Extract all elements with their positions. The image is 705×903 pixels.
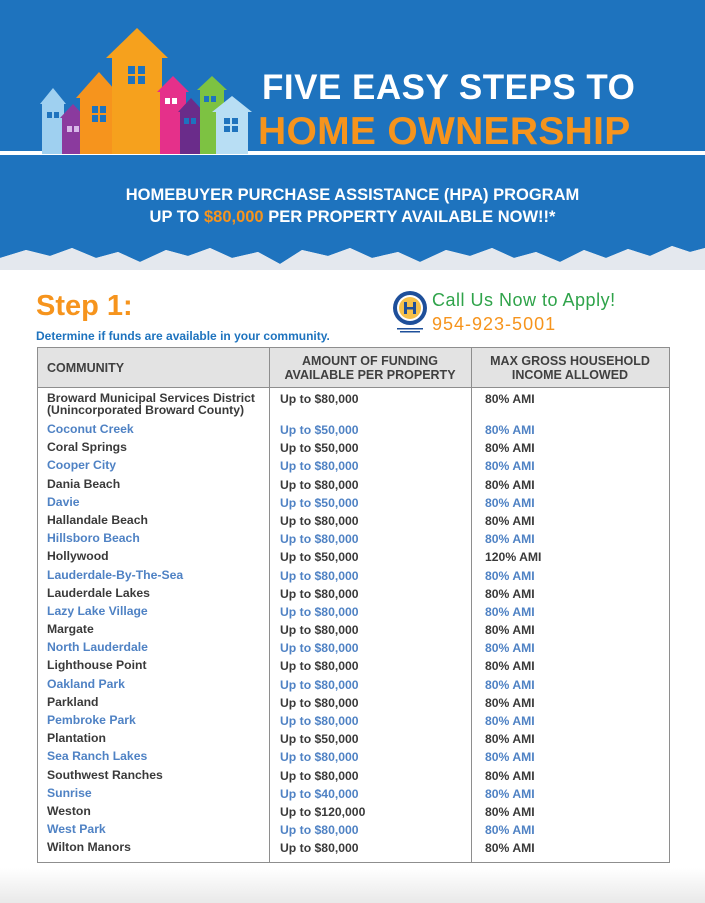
community-name: North Lauderdale xyxy=(47,640,148,655)
community-name: Sunrise xyxy=(47,785,92,800)
funding-cell: Up to $80,000 xyxy=(280,477,359,492)
funding-cell: Up to $80,000 xyxy=(280,714,359,728)
table-row xyxy=(38,496,669,514)
community-cell xyxy=(47,659,269,671)
funding-cell: Up to $50,000 xyxy=(280,495,359,510)
income-cell: 80% AMI xyxy=(485,495,535,510)
header-funding-line1: AMOUNT OF FUNDING xyxy=(301,354,439,368)
title-line-1: FIVE EASY STEPS TO xyxy=(262,68,636,107)
funding-cell: Up to $80,000 xyxy=(280,659,359,674)
income-cell: 80% AMI xyxy=(485,786,535,801)
table-row xyxy=(38,514,669,532)
step-description: Determine if funds are available in your community. xyxy=(36,329,330,343)
income-cell: 120% AMI xyxy=(485,550,542,565)
table-row xyxy=(38,478,669,496)
income-cell: 80% AMI xyxy=(485,568,535,583)
funding-cell: Up to $80,000 xyxy=(280,623,359,638)
community-name: Hallandale Beach xyxy=(47,512,148,527)
income-cell: 80% AMI xyxy=(485,677,535,692)
subtitle-amount: $80,000 xyxy=(203,208,264,226)
table-row xyxy=(38,787,669,805)
table-row xyxy=(38,459,669,477)
community-name: Wilton Manors xyxy=(47,840,131,855)
bottom-shadow xyxy=(0,868,705,903)
subtitle-line-2 xyxy=(0,208,705,227)
income-cell: 80% AMI xyxy=(485,659,535,674)
community-cell xyxy=(47,769,269,781)
funding-cell: Up to $80,000 xyxy=(280,392,359,406)
community-name: Hillsboro Beach xyxy=(47,531,140,546)
community-cell xyxy=(47,641,269,653)
header-funding-line2: AVAILABLE PER PROPERTY xyxy=(284,368,456,382)
community-name: Weston xyxy=(47,803,91,818)
table-row xyxy=(38,732,669,750)
table-row xyxy=(38,696,669,714)
community-cell xyxy=(47,714,269,726)
funding-cell: Up to $80,000 xyxy=(280,532,359,547)
table-header xyxy=(38,348,669,388)
header-income-line2: INCOME ALLOWED xyxy=(511,368,629,382)
income-cell: 80% AMI xyxy=(485,823,535,838)
community-name: Plantation xyxy=(47,731,106,746)
table-row xyxy=(38,550,669,568)
table-row xyxy=(38,623,669,641)
header-funding xyxy=(269,348,471,388)
community-cell xyxy=(47,514,269,526)
community-cell xyxy=(47,605,269,617)
call-to-action: Call Us Now to Apply! xyxy=(432,290,616,310)
community-name: Hollywood xyxy=(47,549,109,564)
community-name: Lazy Lake Village xyxy=(47,603,148,618)
community-cell xyxy=(47,623,269,635)
table-row xyxy=(38,841,669,859)
income-cell: 80% AMI xyxy=(485,750,535,765)
funding-cell: Up to $40,000 xyxy=(280,786,359,801)
funding-cell: Up to $80,000 xyxy=(280,841,359,856)
table-row xyxy=(38,392,669,423)
table-row xyxy=(38,823,669,841)
income-cell: 80% AMI xyxy=(485,477,535,492)
income-cell: 80% AMI xyxy=(485,459,535,474)
table-row xyxy=(38,641,669,659)
community-cell xyxy=(47,478,269,490)
income-cell: 80% AMI xyxy=(485,441,535,456)
community-name: Lighthouse Point xyxy=(47,658,147,673)
funding-cell: Up to $80,000 xyxy=(280,568,359,583)
community-cell xyxy=(47,841,269,853)
table-row xyxy=(38,532,669,550)
header-income xyxy=(471,348,669,388)
community-cell xyxy=(47,805,269,817)
community-name: Lauderdale Lakes xyxy=(47,585,150,600)
housing-counseling-logo-icon xyxy=(392,290,428,334)
community-cell xyxy=(47,569,269,581)
community-name: West Park xyxy=(47,822,106,837)
community-name: Coconut Creek xyxy=(47,422,134,436)
community-name: Davie xyxy=(47,494,80,509)
income-cell: 80% AMI xyxy=(485,392,535,406)
community-name: Dania Beach xyxy=(47,476,121,491)
income-cell: 80% AMI xyxy=(485,623,535,638)
funding-cell: Up to $120,000 xyxy=(280,804,366,819)
community-name: Parkland xyxy=(47,694,99,709)
subtitle-prefix: UP TO xyxy=(149,208,204,226)
community-cell xyxy=(47,732,269,744)
funding-cell: Up to $50,000 xyxy=(280,423,359,437)
income-cell: 80% AMI xyxy=(485,732,535,747)
table-row xyxy=(38,569,669,587)
income-cell: 80% AMI xyxy=(485,804,535,819)
step-heading: Step 1: xyxy=(36,290,133,322)
header-income-line1: MAX GROSS HOUSEHOLD xyxy=(490,354,650,368)
community-cell xyxy=(47,678,269,690)
community-cell xyxy=(47,496,269,508)
income-cell: 80% AMI xyxy=(485,768,535,783)
header-banner xyxy=(0,0,705,280)
income-cell: 80% AMI xyxy=(485,641,535,656)
subtitle-suffix: PER PROPERTY AVAILABLE NOW!!* xyxy=(263,208,556,226)
community-cell xyxy=(47,441,269,453)
community-name: Coral Springs xyxy=(47,440,127,455)
community-name: Sea Ranch Lakes xyxy=(47,749,148,764)
funding-cell: Up to $50,000 xyxy=(280,441,359,456)
income-cell: 80% AMI xyxy=(485,841,535,856)
table-row xyxy=(38,750,669,768)
community-name: Pembroke Park xyxy=(47,713,136,727)
community-cell xyxy=(47,392,269,416)
header-community: COMMUNITY xyxy=(47,361,125,375)
community-name: Broward Municipal Services District xyxy=(47,391,255,405)
funding-cell: Up to $80,000 xyxy=(280,513,359,528)
table-body xyxy=(38,392,669,860)
table-row xyxy=(38,441,669,459)
funding-cell: Up to $80,000 xyxy=(280,750,359,765)
table-row xyxy=(38,769,669,787)
community-cell xyxy=(47,532,269,544)
table-row xyxy=(38,714,669,732)
funding-cell: Up to $50,000 xyxy=(280,732,359,747)
funding-table xyxy=(37,347,670,863)
community-name: Lauderdale-By-The-Sea xyxy=(47,567,184,582)
table-row xyxy=(38,659,669,677)
income-cell: 80% AMI xyxy=(485,513,535,528)
community-cell xyxy=(47,696,269,708)
funding-cell: Up to $80,000 xyxy=(280,823,359,838)
community-cell xyxy=(47,550,269,562)
income-cell: 80% AMI xyxy=(485,604,535,619)
funding-cell: Up to $80,000 xyxy=(280,604,359,619)
community-cell xyxy=(47,423,269,435)
funding-cell: Up to $50,000 xyxy=(280,550,359,565)
community-cell xyxy=(47,787,269,799)
income-cell: 80% AMI xyxy=(485,714,535,728)
table-row xyxy=(38,423,669,441)
community-cell xyxy=(47,750,269,762)
table-row xyxy=(38,587,669,605)
funding-cell: Up to $80,000 xyxy=(280,459,359,474)
income-cell: 80% AMI xyxy=(485,586,535,601)
funding-cell: Up to $80,000 xyxy=(280,586,359,601)
funding-cell: Up to $80,000 xyxy=(280,641,359,656)
community-cell xyxy=(47,587,269,599)
income-cell: 80% AMI xyxy=(485,695,535,710)
income-cell: 80% AMI xyxy=(485,423,535,437)
community-name: Southwest Ranches xyxy=(47,767,163,782)
subtitle-line-1: HOMEBUYER PURCHASE ASSISTANCE (HPA) PROGRAM xyxy=(125,186,580,204)
phone-number[interactable]: 954-923-5001 xyxy=(432,314,557,334)
funding-cell: Up to $80,000 xyxy=(280,677,359,692)
title-line-2: HOME OWNERSHIP xyxy=(258,110,631,153)
table-row xyxy=(38,678,669,696)
community-name-line2: (Unincorporated Broward County) xyxy=(47,403,245,417)
table-row xyxy=(38,605,669,623)
funding-cell: Up to $80,000 xyxy=(280,768,359,783)
community-name: Oakland Park xyxy=(47,676,125,691)
community-cell xyxy=(47,823,269,835)
table-row xyxy=(38,805,669,823)
income-cell: 80% AMI xyxy=(485,532,535,547)
community-cell xyxy=(47,459,269,471)
community-name: Cooper City xyxy=(47,458,117,473)
community-name: Margate xyxy=(47,622,94,637)
funding-cell: Up to $80,000 xyxy=(280,695,359,710)
